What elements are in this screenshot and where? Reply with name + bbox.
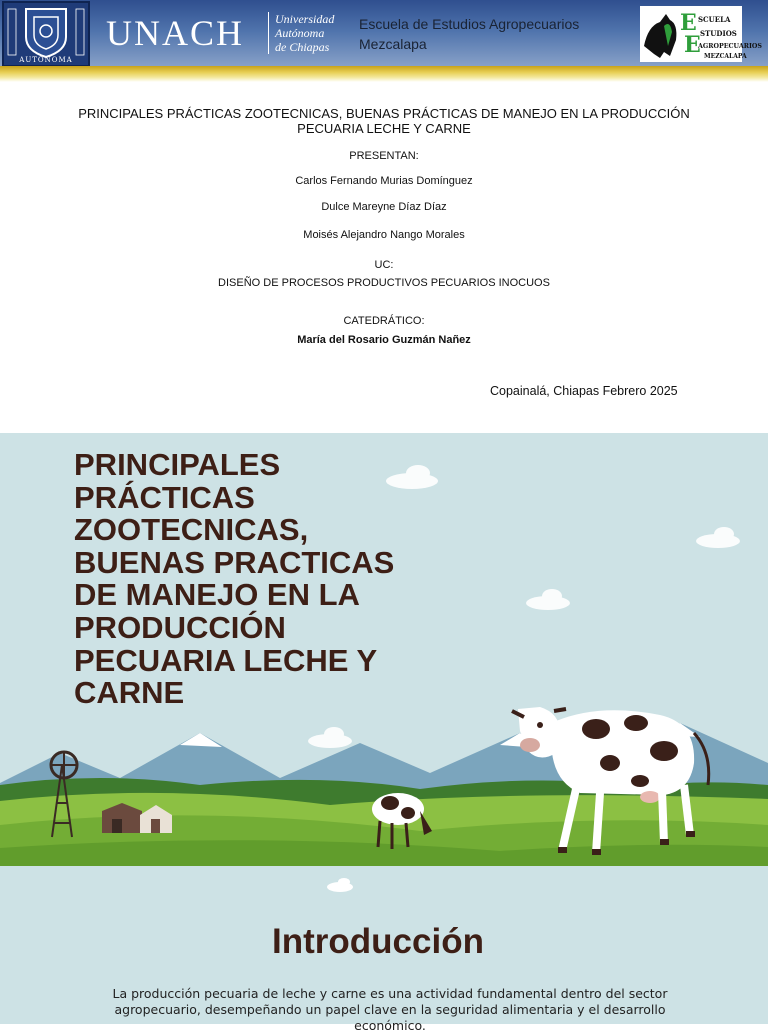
unach-seal-logo <box>2 1 90 67</box>
logo-line-4: MEZCALAPA <box>704 53 747 60</box>
intro-paragraph: La producción pecuaria de leche y carne es una actividad fundamental dentro del sector agropecuario, desempeñando un papel clave en la seguridad alimentaria y el desarrollo económico. <box>112 986 668 1033</box>
logo-line-3: AGROPECUARIOS <box>698 43 762 50</box>
logo-line-1: SCUELA <box>698 15 731 24</box>
header-banner <box>0 0 768 68</box>
svg-text:E: E <box>680 10 697 36</box>
university-acronym: UNACH <box>106 13 245 53</box>
cloud-icon <box>0 866 768 906</box>
logo-line-2: STUDIOS <box>700 29 737 38</box>
school-line-2: Mezcalapa <box>359 36 427 52</box>
catedratico-name: María del Rosario Guzmán Nañez <box>297 334 471 346</box>
svg-text:E: E <box>684 32 701 58</box>
slide-title: PRINCIPALES PRÁCTICAS ZOOTECNICAS, BUENAS PRACTICAS DE MANEJO EN LA PRODUCCIÓN PECUARIA LECHE Y CARNE <box>74 447 395 711</box>
intro-heading: Introducción <box>272 922 484 961</box>
uc-name: DISEÑO DE PROCESOS PRODUCTIVOS PECUARIOS INOCUOS <box>218 277 550 289</box>
author-3: Moisés Alejandro Nango Morales <box>303 229 465 241</box>
seal-text: AUTONOMA <box>19 56 73 64</box>
place-date: Copainalá, Chiapas Febrero 2025 <box>490 384 678 398</box>
school-line-1: Escuela de Estudios Agropecuarios <box>359 16 580 32</box>
intro-slide <box>0 866 768 1033</box>
university-name <box>268 12 334 54</box>
university-line-3: de Chiapas <box>275 40 330 54</box>
catedratico-label: CATEDRÁTICO: <box>343 315 425 327</box>
header-gold-stripe <box>0 66 768 82</box>
university-line-2: Autónoma <box>275 26 325 40</box>
title-slide <box>0 433 768 866</box>
school-logo <box>640 6 762 62</box>
cover-page <box>0 100 768 346</box>
school-name <box>359 14 579 54</box>
university-line-1: Universidad <box>275 12 335 26</box>
uc-label: UC: <box>374 259 394 271</box>
cover-title: PRINCIPALES PRÁCTICAS ZOOTECNICAS, BUENAS PRÁCTICAS DE MANEJO EN LA PRODUCCIÓN PECUARIA LECHE Y CARNE <box>78 106 690 136</box>
author-2: Dulce Mareyne Díaz Díaz <box>321 201 447 213</box>
presentan-label: PRESENTAN: <box>349 150 419 162</box>
author-1: Carlos Fernando Murias Domínguez <box>295 175 473 187</box>
